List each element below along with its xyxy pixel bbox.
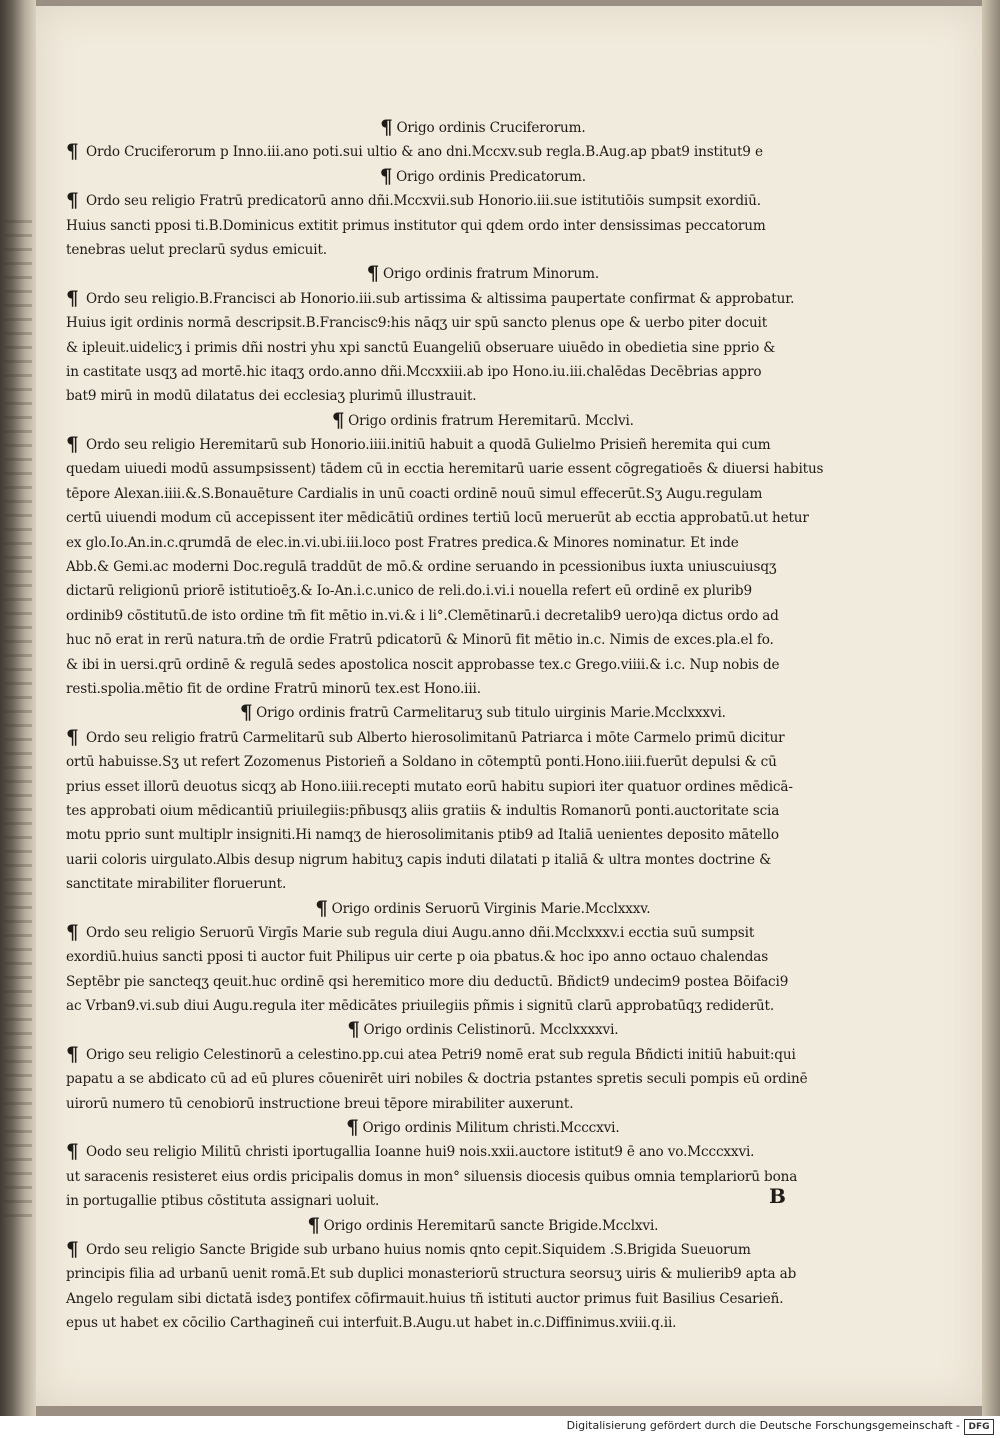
page-text-block	[66, 116, 856, 1336]
line-text: tēpore Alexan.iiii.&.S.Bonauēture Cardialis in unū coacti ordinē nouū simul effecerūt.Sʒ Augu.regulam	[66, 485, 763, 502]
line-text: in castitate usqʒ ad mortē.hic itaqʒ ordo.anno dñi.Mccxxiii.ab ipo Hono.iu.iii.chalēdas Decēbrias appro	[66, 363, 762, 380]
pilcrow-icon: ¶	[66, 724, 79, 749]
line-text: Origo seu religio Celestinorū a celestino.pp.cui atea Petri9 nomē erat sub regula Bñdicti initiū habuit:qui	[86, 1046, 796, 1063]
text-line	[66, 994, 856, 1018]
pilcrow-icon: ¶	[66, 432, 79, 457]
text-line	[66, 1165, 856, 1189]
text-line	[66, 531, 856, 555]
section-heading	[66, 701, 856, 725]
line-text: motu pprio sunt multiplr insigniti.Hi namqʒ de hierosolimitanis ptib9 ad Italiā uenientes deposito mātello	[66, 827, 779, 844]
line-text: ut saracenis resisteret eius ordis pricipalis domus in mon° siluensis diocesis quibus omnia templariorū bona	[66, 1168, 798, 1185]
line-text: Oodo seu religio Militū christi iportugallia Ioanne hui9 nois.xxii.auctore istitut9 ē ano vo.Mcccxxvi.	[86, 1144, 755, 1161]
line-text: Origo ordinis fratrum Minorum.	[382, 266, 600, 283]
line-text: Origo ordinis Celistinorū. Mcclxxxxvi.	[363, 1022, 619, 1039]
text-line	[66, 1262, 856, 1286]
text-line	[66, 1067, 856, 1091]
text-line	[66, 799, 856, 823]
text-line	[66, 970, 856, 994]
text-line	[66, 1189, 856, 1213]
line-text: Angelo regulam sibi dictatā isdeʒ pontifex cōfirmauit.huius tñ istituti auctor primus fuit Basilius Cesarieñ.	[66, 1290, 784, 1307]
right-page-edge	[982, 0, 1000, 1416]
pilcrow-icon: ¶	[239, 700, 253, 725]
text-line	[66, 726, 856, 750]
line-text: tes approbati oium mēdicantiū priuilegiis:pñbusqʒ aliis gratiis & indultis Romanorū ponti.auctoritate scia	[66, 802, 780, 819]
book-page	[36, 6, 982, 1406]
section-heading	[66, 409, 856, 433]
line-text: in portugallie ptibus cōstituta assignari uoluit.	[66, 1193, 380, 1210]
line-text: Origo ordinis Seruorū Virginis Marie.Mcclxxxv.	[331, 900, 651, 917]
pilcrow-icon: ¶	[66, 1139, 79, 1164]
pilcrow-icon: ¶	[66, 919, 79, 944]
line-text: dictarū religionū priorē istitutioēʒ.& Io-An.i.c.unico de reli.do.i.vi.i nouella refert eū ordinē ex plurib9	[66, 583, 752, 600]
line-text: ortū habuisse.Sʒ ut refert Zozomenus Pistorieñ a Soldano in cōtemptū ponti.Hono.iiii.fuerūt depulsi & cū	[66, 754, 777, 771]
line-text: Origo ordinis Militum christi.Mcccxvi.	[362, 1120, 620, 1137]
text-line	[66, 1287, 856, 1311]
text-line	[66, 360, 856, 384]
text-line	[66, 214, 856, 238]
text-line	[66, 628, 856, 652]
line-text: Origo ordinis Heremitarū sancte Brigide.Mcclxvi.	[323, 1217, 659, 1234]
line-text: epus ut habet ex cōcilio Carthagineñ cui interfuit.B.Augu.ut habet in.c.Diffinimus.xviii.q.ii.	[66, 1315, 677, 1332]
line-text: bat9 mirū in modū dilatatus dei ecclesiaʒ plurimū illustrauit.	[66, 388, 477, 405]
line-text: Huius igit ordinis normā descripsit.B.Francisc9:his nāqʒ uir spū sancto plenus ope & uerbo piter docuit	[66, 315, 768, 332]
line-text: & ibi in uersi.qrū ordinē & regulā sedes apostolica noscit approbasse tex.c Grego.viiii.& i.c. Nup nobis de	[66, 656, 780, 673]
left-page-stack	[0, 0, 36, 1416]
line-text: Ordo seu religio fratrū Carmelitarū sub Alberto hierosolimitanū Patriarca i mōte Carmelo primū dicitur	[86, 729, 785, 746]
text-line	[66, 823, 856, 847]
funding-credit: Digitalisierung gefördert durch die Deutsche Forschungsgemeinschaft -	[566, 1419, 960, 1432]
pilcrow-icon: ¶	[66, 1236, 79, 1261]
section-heading	[66, 1214, 856, 1238]
text-line	[66, 555, 856, 579]
text-line	[66, 848, 856, 872]
line-text: resti.spolia.mētio fit de ordine Fratrū minorū tex.est Hono.iii.	[66, 680, 481, 697]
line-text: ac Vrban9.vi.sub diui Augu.regula iter mēdicātes priuilegiis pñmis i signitū clarū approbatūqʒ rediderūt.	[66, 998, 775, 1015]
line-text: quedam uiuedi modū assumpsissent) tādem cū in ecctia heremitarū uarie essent cōgregatioēs & diuersi habitus	[66, 461, 824, 478]
line-text: papatu a se abdicato cū ad eū plures cōuenirēt uiri nobiles & doctria pstantes spretis seculi pompis eū ordinē	[66, 1071, 808, 1088]
section-heading	[66, 165, 856, 189]
line-text: Origo ordinis fratrū Carmelitaruʒ sub titulo uirginis Marie.Mcclxxxvi.	[256, 705, 726, 722]
section-heading	[66, 897, 856, 921]
line-text: uirorū numero tū cenobiorū instructione breui tēpore mirabiliter auxerunt.	[66, 1095, 574, 1112]
section-heading	[66, 1116, 856, 1140]
pilcrow-icon: ¶	[331, 407, 345, 432]
text-line	[66, 506, 856, 530]
line-text: Origo ordinis Predicatorum.	[396, 168, 586, 185]
pilcrow-icon: ¶	[66, 285, 79, 310]
text-line	[66, 238, 856, 262]
line-text: sanctitate mirabiliter floruerunt.	[66, 876, 287, 893]
pilcrow-icon: ¶	[315, 895, 328, 920]
text-line	[66, 457, 856, 481]
line-text: Abb.& Gemi.ac moderni Doc.regulā traddūt de mō.& ordine seruando in pcessionibus iuxta uniuscuiusqʒ	[66, 559, 777, 576]
text-line	[66, 311, 856, 335]
line-text: Ordo seu religio Sancte Brigide sub urbano huius nomis qnto cepit.Siquidem .S.Brigida Sueuorum	[86, 1241, 751, 1258]
line-text: Ordo seu religio.B.Francisci ab Honorio.iii.sub artissima & altissima paupertate confirmat & approbatur.	[86, 290, 795, 307]
text-line	[66, 482, 856, 506]
line-text: Huius sancti pposi ti.B.Dominicus extitit primus institutor qui qdem ordo inter densissimas peccatorum	[66, 217, 766, 234]
text-line	[66, 140, 856, 164]
line-text: Ordo seu religio Heremitarū sub Honorio.iiii.initiū habuit a quodā Gulielmo Prisieñ heremita qui cum	[86, 437, 771, 454]
text-line	[66, 653, 856, 677]
text-line	[66, 287, 856, 311]
pilcrow-icon: ¶	[346, 1115, 359, 1140]
line-text: prius esset illorū deuotus sicqʒ ab Hono.iiii.recepti mutato eorū habitu supiori iter quatuor ordines mēdicā-	[66, 778, 793, 795]
pilcrow-icon: ¶	[379, 163, 393, 188]
signature-mark: B	[769, 1184, 786, 1208]
line-text: Septēbr pie sancteqʒ qeuit.huc ordinē qsi heremitico more diu deductū. Bñdict9 undecim9 postea Bōifaci9	[66, 973, 789, 990]
text-line	[66, 579, 856, 603]
line-text: tenebras uelut preclarū sydus emicuit.	[66, 241, 327, 258]
line-text: principis filia ad urbanū uenit romā.Et sub duplici monasteriorū structura seorsuʒ uiris & mulierib9 apta ab	[66, 1266, 797, 1283]
text-line	[66, 921, 856, 945]
section-heading	[66, 116, 856, 140]
line-text: certū uiuendi modum cū accepissent iter mēdicātiū ordines tertiū locū meruerūt ab ecctia approbatū.ut hetur	[66, 510, 809, 527]
text-line	[66, 677, 856, 701]
text-line	[66, 1092, 856, 1116]
text-line	[66, 1140, 856, 1164]
line-text: & ipleuit.uidelicʒ i primis dñi nostri yhu xpi sanctū Euangeliū obseruare uiuēdo in obedietia sine pprio &	[66, 339, 776, 356]
pilcrow-icon: ¶	[307, 1212, 320, 1237]
footer-bar	[0, 1416, 1000, 1438]
bleed-through-text	[4, 220, 32, 1220]
line-text: uarii coloris uirgulato.Albis desup nigrum habituʒ capis induti dilatati p italiā & ultra montes doctrine &	[66, 851, 772, 868]
text-line	[66, 336, 856, 360]
line-text: ex glo.Io.An.in.c.qrumdā de elec.in.vi.ubi.iii.loco post Fratres predica.& Minores nominatur. Et inde	[66, 534, 739, 551]
text-line	[66, 189, 856, 213]
line-text: Ordo seu religio Fratrū predicatorū anno dñi.Mccxvii.sub Honorio.iii.sue istitutiōis sumpsit exordiū.	[86, 193, 761, 210]
section-heading	[66, 262, 856, 286]
text-line	[66, 775, 856, 799]
pilcrow-icon: ¶	[347, 1017, 360, 1042]
text-line	[66, 750, 856, 774]
line-text: Origo ordinis fratrum Heremitarū. Mcclvi.	[348, 412, 634, 429]
pilcrow-icon: ¶	[66, 1041, 79, 1066]
line-text: exordiū.huius sancti pposi ti auctor fuit Philipus uir certe p oia pbatus.& hoc ipo anno octauo chalendas	[66, 949, 769, 966]
text-line	[66, 604, 856, 628]
pilcrow-icon: ¶	[66, 139, 79, 164]
line-text: ordinib9 cōstitutū.de isto ordine tm̄ fit mētio in.vi.& i li°.Clemētinarū.i decretalib9 uero)qa dictus ordo ad	[66, 607, 779, 624]
text-line	[66, 384, 856, 408]
text-line	[66, 872, 856, 896]
line-text: Origo ordinis Cruciferorum.	[396, 120, 586, 136]
text-line	[66, 945, 856, 969]
section-heading	[66, 1018, 856, 1042]
pilcrow-icon: ¶	[66, 188, 79, 213]
text-line	[66, 1238, 856, 1262]
dfg-logo: DFG	[964, 1419, 994, 1435]
line-text: Ordo seu religio Seruorū Virgīs Marie sub regula diui Augu.anno dñi.Mcclxxxv.i ecctia suū sumpsit	[86, 924, 755, 941]
pilcrow-icon: ¶	[366, 261, 380, 286]
line-text: Ordo Cruciferorum p Inno.iii.ano poti.sui ultio & ano dni.Mccxv.sub regla.B.Aug.ap pbat9 institut9 e	[86, 144, 763, 161]
text-line	[66, 1043, 856, 1067]
text-line	[66, 433, 856, 457]
line-text: huc nō erat in rerū natura.tm̄ de ordie Fratrū pdicatorū & Minorū fit mētio in.c. Nimis de exces.pla.el fo.	[66, 632, 774, 649]
pilcrow-icon: ¶	[380, 115, 393, 139]
text-line	[66, 1311, 856, 1335]
